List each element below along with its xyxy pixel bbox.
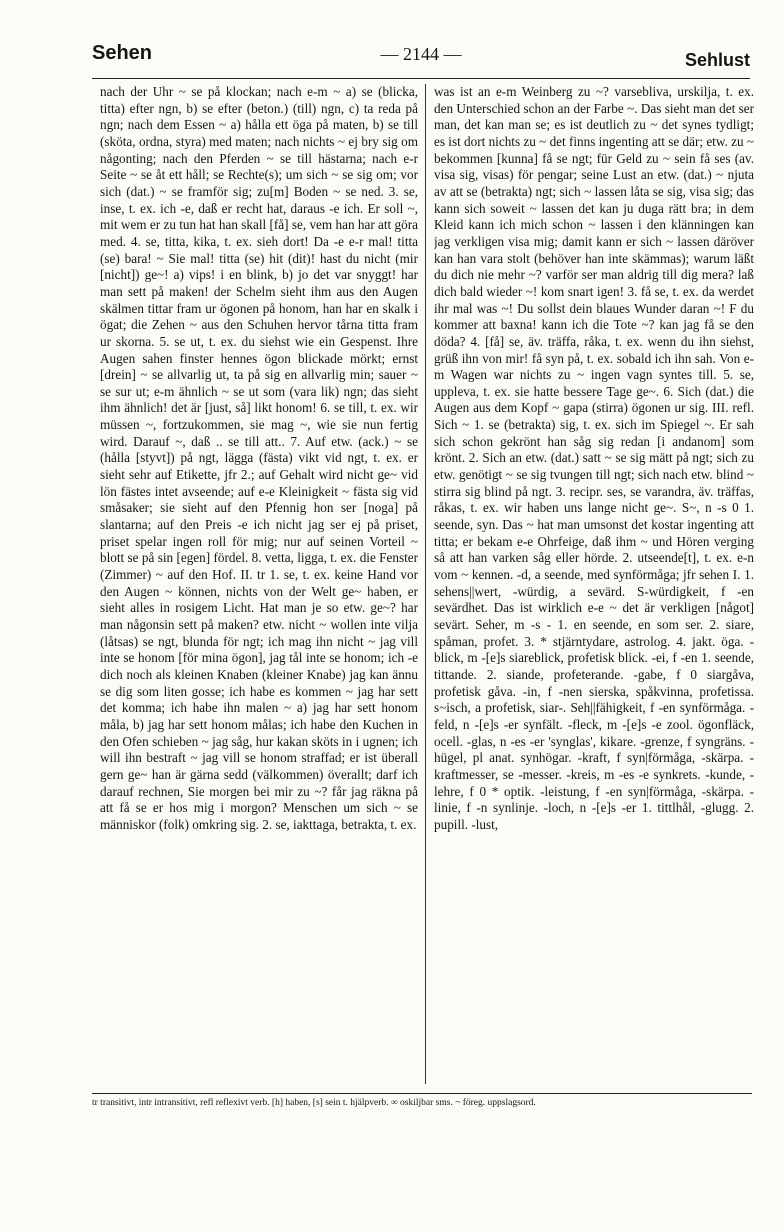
abbreviation-legend: tr transitivt, intr intransitivt, refl reflexivt verb. [h] haben, [s] sein t. hjälpverb. ∞ oskiljbar sms. ~ föreg. uppslagsord. [92,1098,536,1108]
page-header [92,38,750,79]
left-guide-word: Sehen [92,42,153,64]
page-number: — 2144 — [380,44,462,64]
right-guide-word: Sehlust [684,50,750,70]
left-column-text: nach der Uhr ~ se på klockan; nach e-m ~ a) se (blicka, titta) efter ngn, b) se efter (beton.) (till) ngn, c) ta reda på ngn; nach dem Essen ~ a) hålla ett öga på maten, b) se till (sköta, ordna, styra) med maten; nach nichts ~ ej bry sig om någonting; nach den Pferden ~ se till hästarna; nach e-r Seite ~ se åt ett håll; se Rechte(s); um sich ~ se sig om; vor sich (dat.) ~ se framför sig; zu[m] Boden ~ se ned. 3. se, inse, t. ex. ich -e, daß er recht hat, daraus -e ich. Er soll ~, mit wem er zu tun hat han skall [få] se, vem han har att göra med. 4. se, titta, kika, t. ex. sieh dort! Da -e e-r mal! titta (se) bara! ~ Sie mal! titta (se) hit (dit)! hast du nicht (mir [nicht]) ge~! a) vips! i en blink, b) jo det var snyggt! har man sett på maken! der Schelm sieht ihm aus den Augen skälmen tittar fram ur ögonen på honom, han har en skalk i ögat; die Zehen ~ aus den Schuhen hervor tårna titta fram ur skorna. 5. se ut, t. ex. du siehst wie ein Gespenst. Ihre Augen sahen finster hennes ögon blickade mörkt; ernst [drein] ~ se allvarlig ut, ta på sig en allvarlig min; sauer ~ se sur ut; e-m ähnlich ~ se ut som (vara lik) ngn; das sieht ihm ähnlich! det är [just, så] likt honom! 6. se till, t. ex. wir müssen ~, fortzukommen, sie mag ~, wie sie nun fertig wird. Darauf ~, daß .. se till att.. 7. Auf etw. (ack.) ~ se (hålla [styvt]) på ngt, lägga (fästa) vikt vid ngt, t. ex. er sieht sehr auf Etikette, jfr 2.; auf Gehalt wird nicht ge~ vid lön fästes intet avseende; auf e-e Kleinigkeit ~ fästa sig vid småsaker; sie sieht auf den Pfennig hon ser [noga] på slantarna; auf den Preis -e ich nicht jag ser ej på priset, priset spelar ingen roll för mig; nur auf seinen Vorteil ~ blott se på sin [egen] fördel. 8. vetta, ligga, t. ex. die Fenster (Zimmer) ~ auf den Hof. II. tr 1. se, t. ex. keine Hand vor den Augen ~ können, nichts von der Welt ge~ haben, er sieht alles in rosigem Licht. Hat man je so etw. ge~? har man någonsin sett på maken? etw. nicht ~ wollen inte vilja (låtsas) se ngt, blunda för ngt; ich mag ihn nicht ~ jag vill inte se honom [för mina ögon], jag tål inte se honom; ich -e dich noch als kleinen Knaben (kleiner Knabe) jag kan ännu se dig som liten gosse; ich habe es kommen ~ jag har sett det komma; ich habe ihn malen ~ a) jag har sett honom måla, b) jag har sett honom målas; ich habe den Kuchen in den Ofen schieben ~ jag såg, hur kakan sköts in i ugnen; ich will ihn bestraft ~ jag vill se honom straffad; er ist überall gern ge~ han är gärna sedd (välkommen) överallt; darf ich darauf rechnen, Sie morgen bei mir zu ~? får jag räkna på att få se er hos mig i morgon? Menschen um sich ~ se människor (folk) omkring sig. 2. se, iakttaga, betrakta, t. ex. [100,84,418,832]
right-column-text: was ist an e-m Weinberg zu ~? varsebliva, urskilja, t. ex. den Unterschied schon an der Farbe ~. Das sieht man det ser man, det kan man se; es ist deutlich zu ~ det synes tydligt; es ist dort nichts zu ~ det finns ingenting att se där; etw. zu ~ bekommen [kunna] få se ngt; für Geld zu ~ sein få ses (av. visa sig, visas) för pengar; seine Lust an etw. (dat.) ~ njuta av att se (betrakta) ngt; sich ~ lassen låta se sig, visa sig; das kann sich soweit ~ lassen det kan ju duga rätt bra; in dem Kleid kann ich mich schon ~ lassen i den klänningen kan jag verkligen visa mig; damit kann er sich ~ lassen däröver kan han vara stolt (behöver han inte skämmas); warum läßt du dich nie mehr ~? varför ser man aldrig till dig mera? laß dich bald wieder ~! kom snart igen! 3. få se, t. ex. da werdet ihr mal was ~! Du sollst dein blaues Wunder daran ~! F du kommer att baxna! kann ich die Tote ~? kan jag få se den döda? 4. [få] se, äv. träffa, råka, t. ex. wenn du ihn siehst, grüß ihn von mir! få syn på, t. ex. sobald ich ihn sah. Von e-m Wagen war nichts zu ~ ingen vagn syntes till. 5. se, uppleva, t. ex. sie hatte bessere Tage ge~. 6. Sich (dat.) die Augen aus dem Kopf ~ gapa (stirra) ögonen ur sig. III. refl. Sich ~ 1. se (betrakta) sig, t. ex. sich im Spiegel ~. Er sah sich schon gekrönt han såg sig redan [i andanom] som krönt. 2. Sich an etw. (dat.) satt ~ se sig mätt på ngt; sich zu etw. genötigt ~ se sig tvungen till ngt; sich nach etw. blind ~ stirra sig blind på ngt. 3. recipr. ses, se varandra, äv. träffas, råkas, t. ex. wir haben uns lange nicht ge~. S~, n -s 0 1. seende, syn. Das ~ hat man umsonst det kostar ingenting att titta; er bekam e-e Ohrfeige, daß ihm ~ und Hören verging så att han varken såg eller hörde. 2. utseende[t], t. ex. e-n vom ~ kennen. -d, a seende, med synförmåga; jfr sehen I. 1. sehens||wert, -würdig, a sevärd. S-würdigkeit, f -en sevärdhet. Das ist wirklich e-e ~ det är verkligen [något] sevärt. Seher, m -s - 1. en seende, en som ser. 2. siare, spåman, profet. 3. * stjärntydare, astrolog. 4. jakt. öga. -blick, m -[e]s siareblick, profetisk blick. -ei, f -en 1. seende, tittande. 2. siande, profeterande. -gabe, f 0 siargåva, profetisk gåva. -in, f -nen sierska, spåkvinna, profetissa. s~isch, a profetisk, siar-. Seh||fähigkeit, f -en synförmåga. -feld, n -[e]s -er synfält. -fleck, m -[e]s -e zool. ögonfläck, ocell. -glas, n -es -er 'synglas', kikare. -grenze, f syngräns. -hügel, pl anat. synhögar. -kraft, f syn|förmåga, -skärpa. -kraftmesser, se -messer. -kreis, m -es -e synkrets. -kunde, -lehre, f 0 * optik. -leistung, f -en syn|förmåga, -skärpa. -linie, f -n synlinje. -loch, n -[e]s -er 1. tittlhål, -glugg. 2. pupill. -lust, [434,84,754,832]
footer-divider [92,1093,752,1094]
right-column [434,84,754,1084]
left-column [100,84,418,1084]
column-divider [425,84,426,1084]
